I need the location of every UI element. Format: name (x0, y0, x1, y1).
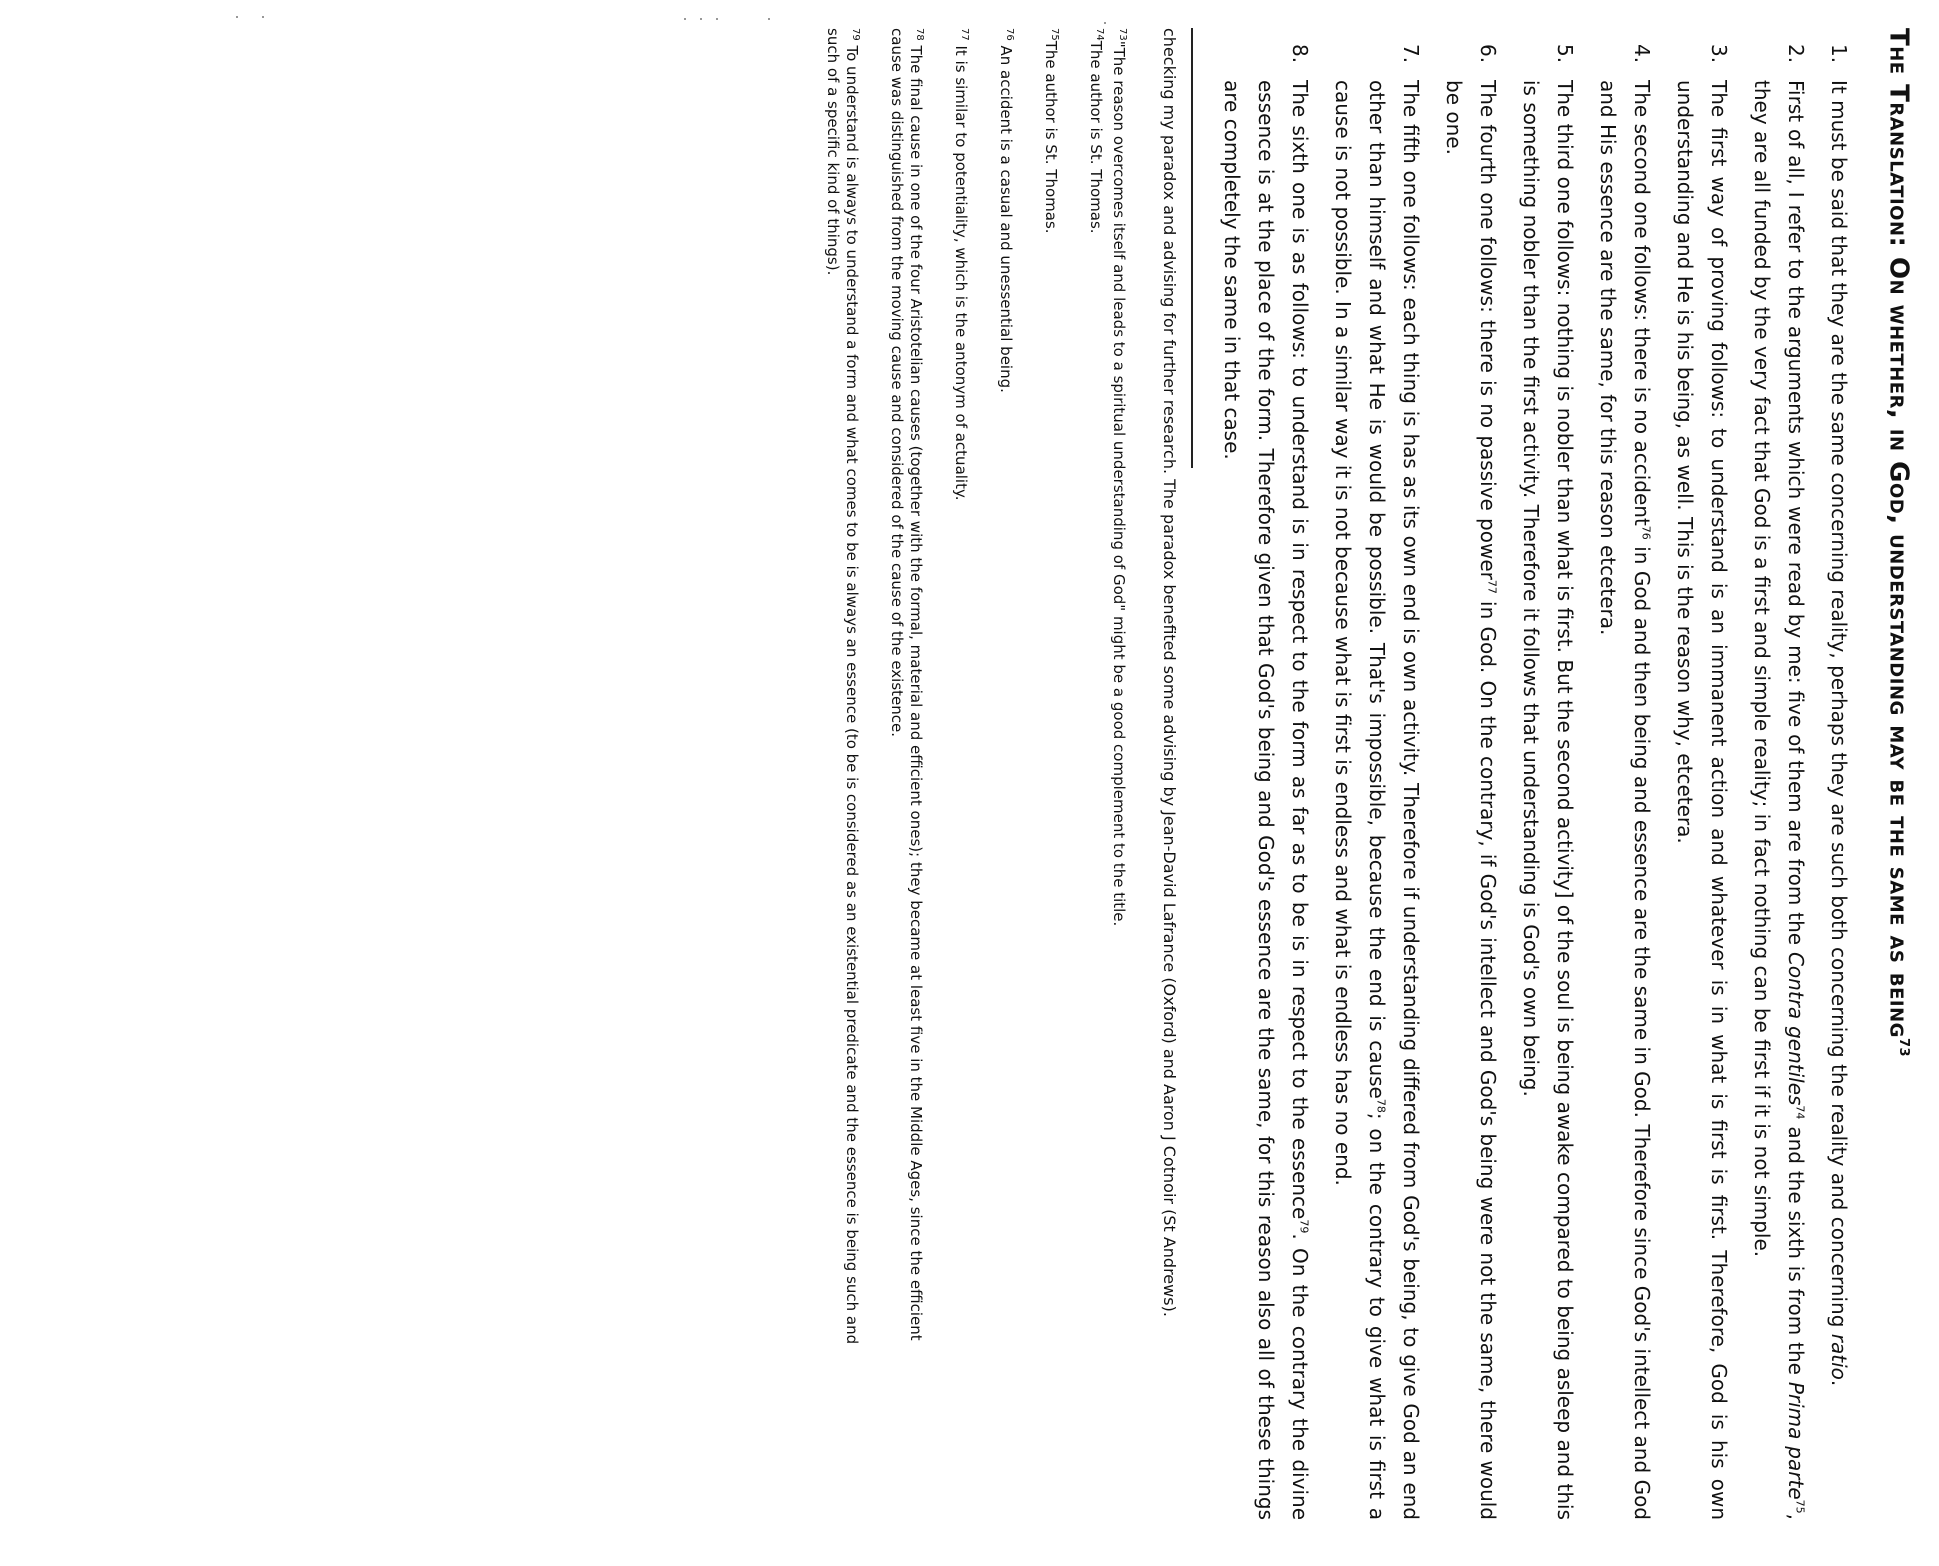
footnote (1041, 28, 1064, 1358)
footnote-separator (1191, 28, 1193, 468)
footnote-number: 78 (914, 28, 926, 41)
paragraph-text: First of all, I refer to the arguments which were read by me: five of them are from the (1784, 80, 1809, 952)
chapter-title (1882, 28, 1919, 1528)
footnote-number: 75 (1049, 28, 1061, 41)
footnote-text: The author is St. Thomas. (1042, 40, 1061, 234)
footnote-text: It is similar to potentiality, which is the antonym of actuality. (952, 40, 971, 501)
footnotes (823, 28, 1132, 1358)
scan-speck (236, 16, 238, 18)
paragraph-text: . (1827, 1379, 1852, 1387)
paragraph-text: Contra gentiles (1784, 951, 1809, 1106)
paragraph-text: in God and then being and essence are the same in God. Therefore since God's intellect and God and His essence are the same, for this reason etcetera. (1596, 80, 1655, 1520)
footnote-ref: 77 (1486, 579, 1499, 594)
paragraph-number: 6. (1476, 44, 1501, 64)
footnote-text: To understand is always to understand a form and what comes to be is always an essence (to be is considered as an existential predicate and the essence is being such and such of a specific kind of things). (824, 28, 862, 1345)
paragraph (1215, 28, 1317, 1520)
paragraph-text: The fifth one follows: each thing is has as its own end is own activity. Therefore if understanding differed from God's being, to give God an end other than himself and what He is would be possible. That's impossible, because the end is cause (1365, 80, 1424, 1520)
scan-speck (1104, 22, 1106, 24)
footnote-number: 76 (1004, 28, 1016, 41)
footnote (1086, 28, 1109, 1358)
paragraph-text: The third one follows: nothing is nobler than what is first. But the second activity] of the soul is being awake compared to being asleep and this is something nobler than the first activity. Therefore it follows that understanding is God's own being. (1519, 80, 1578, 1520)
paragraph (1437, 28, 1505, 1520)
paragraph (1822, 28, 1856, 1520)
scan-speck (700, 18, 702, 20)
scan-speck (768, 18, 770, 20)
footnote-ref: 79 (1298, 1219, 1311, 1234)
footnote-number: 73 (1117, 28, 1129, 41)
paragraph-number: 8. (1288, 44, 1313, 64)
paragraph-text: The second one follows: there is no accident (1630, 80, 1655, 526)
paragraph (1591, 28, 1659, 1520)
scan-speck (262, 16, 264, 18)
scan-speck (716, 18, 718, 20)
footnote (996, 28, 1019, 1358)
paragraph-text: in God. On the contrary, if God's intellect and God's being were not the same, there would be one. (1442, 80, 1501, 1520)
footnote-number: 79 (850, 28, 862, 41)
paragraph-text: , they are all funded by the very fact that God is a first and simple reality; in fact nothing can be first if it is not simple. (1750, 80, 1809, 1520)
footnote-ref: 74 (1794, 1105, 1807, 1120)
footnote-text: The final cause in one of the four Aristotelian causes (together with the formal, material and efficient ones); they became at least five in the Middle Ages, since the efficient cause was distinguished from the moving cause and considered of the cause of the existence. (888, 28, 926, 1341)
paragraph-text: ; on the contrary to give what is first a cause is not possible. In a similar way it is not because what is first is endless and what is endless has no end. (1331, 80, 1390, 1520)
title-footnote-ref: 73 (1896, 1037, 1911, 1058)
footnote-ref: 75 (1794, 1499, 1807, 1514)
footnote-ref: 78 (1375, 1098, 1388, 1113)
footnote (951, 28, 974, 1358)
numbered-paragraphs (1215, 28, 1856, 1540)
footnote-number: 77 (959, 28, 971, 41)
paragraph (1326, 28, 1428, 1520)
paragraph-number: 3. (1707, 44, 1732, 64)
paragraph-text: The first way of proving follows: to understand is an immanent action and whatever is in what is first is first. Therefore, God is his own understanding and He is his being, as well. This is the reason why, etcetera. (1673, 80, 1732, 1520)
paragraph (1668, 28, 1736, 1520)
paragraph-text: ratio (1827, 1333, 1852, 1380)
paragraph-text: and the sixth is from the (1784, 1119, 1809, 1382)
paragraph-text: Prima parte (1784, 1381, 1809, 1500)
paragraph-text: . On the contrary the divine essence is at the place of the form. Therefore given that God's being and God's essence are the same, for this reason also all of these things are completely the same in that case. (1220, 80, 1313, 1520)
footnote-text: "The reason overcomes itself and leads to a spiritual understanding of God" might be a good complement to the title. (1110, 40, 1129, 927)
footnote (887, 28, 929, 1358)
paragraph (1745, 28, 1813, 1520)
footnote-ref: 76 (1640, 525, 1653, 540)
footnote (1109, 28, 1132, 1358)
footnote-text: The author is St. Thomas. (1087, 40, 1106, 234)
paragraph-number: 2. (1784, 44, 1809, 64)
paragraph-text: The sixth one is as follows: to understand is in respect to the form as far as to be is in respect to the essence (1288, 80, 1313, 1220)
chapter-title-text: The Translation: On whether, in God, understanding may be the same as being (1883, 28, 1914, 1038)
paragraph-number: 7. (1399, 44, 1424, 64)
paragraph-number: 4. (1630, 44, 1655, 64)
footnote (823, 28, 865, 1358)
paragraph-number: 1. (1827, 44, 1852, 64)
footnote-text: An accident is a casual and unessential being. (997, 40, 1016, 393)
footnote-carryover: checking my paradox and advising for further research. The paradox benefited some advising by Jean-David Lafrance (Oxford) and Aaron J Cotnoir (St Andrews). (1160, 28, 1180, 1317)
paragraph-number: 5. (1553, 44, 1578, 64)
paragraph-text: It must be said that they are the same concerning reality, perhaps they are such both concerning the reality and concerning (1827, 80, 1852, 1334)
scan-speck (684, 18, 686, 20)
footnote-number: 74 (1094, 28, 1106, 41)
paragraph-text: The fourth one follows: there is no passive power (1476, 80, 1501, 580)
paragraph (1514, 28, 1582, 1520)
